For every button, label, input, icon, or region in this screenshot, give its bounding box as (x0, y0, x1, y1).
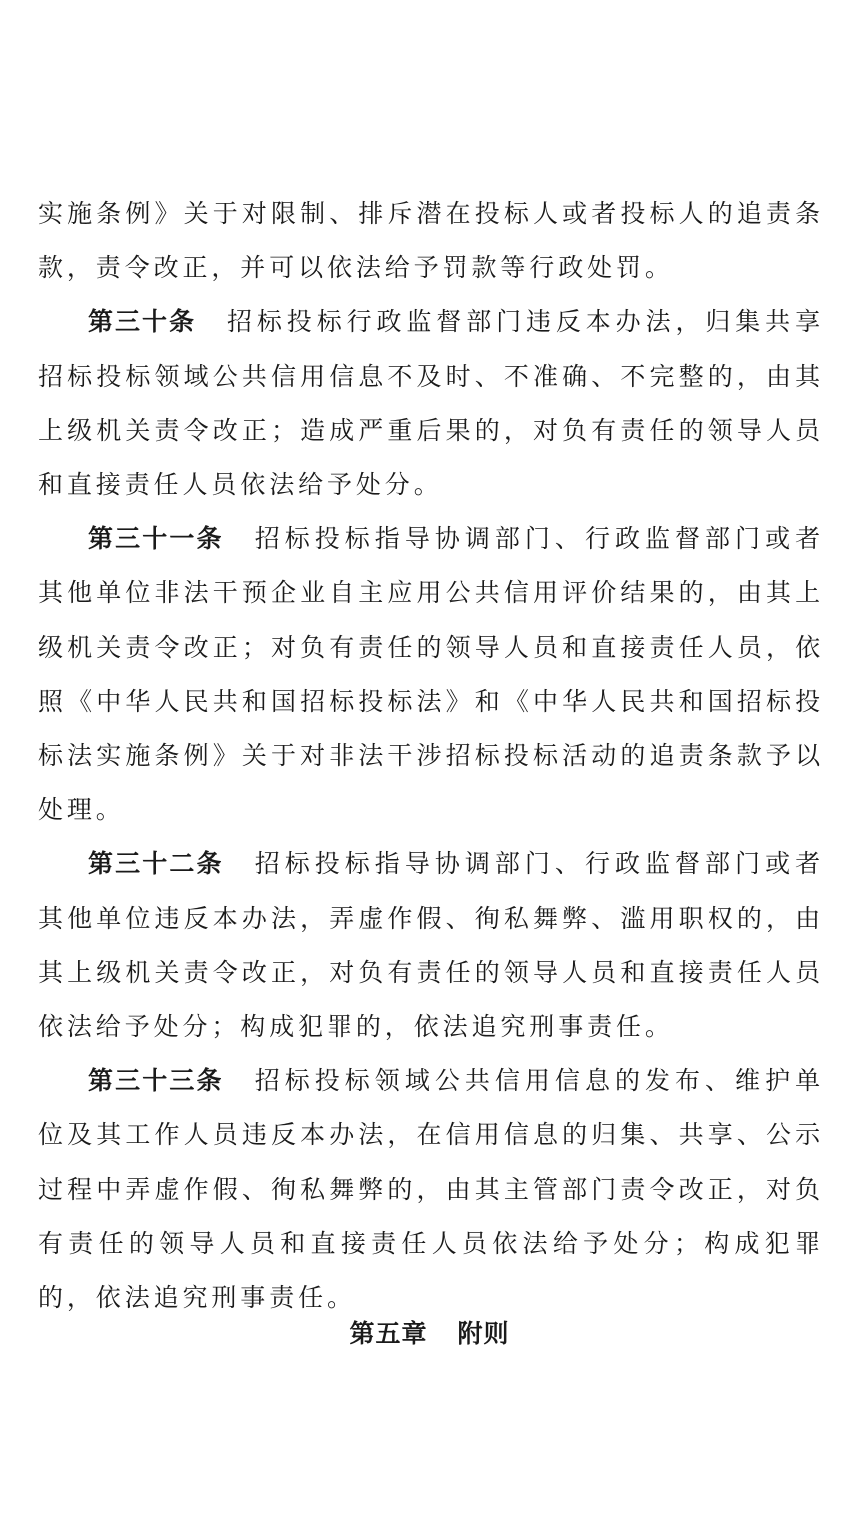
document-body (38, 187, 824, 1325)
article-number: 第三十条 (88, 307, 196, 337)
article-text: 招标投标指导协调部门、行政监督部门或者其他单位违反本办法，弄虚作假、徇私舞弊、滥用职权的，由其上级机关责令改正，对负有责任的领导人员和直接责任人员依法给予处分；构成犯罪的，依法追究刑事责任。 (38, 849, 824, 1042)
article-33 (38, 1054, 824, 1325)
article-30 (38, 295, 824, 512)
article-text: 招标投标指导协调部门、行政监督部门或者其他单位非法干预企业自主应用公共信用评价结果的，由其上级机关责令改正；对负有责任的领导人员和直接责任人员，依照《中华人民共和国招标投标法》和《中华人民共和国招标投标法实施条例》关于对非法干涉招标投标活动的追责条款予以处理。 (38, 524, 824, 825)
article-number: 第三十三条 (88, 1066, 224, 1096)
chapter-heading (0, 1307, 859, 1361)
chapter-title: 附则 (457, 1319, 510, 1348)
article-text: 招标投标行政监督部门违反本办法，归集共享招标投标领域公共信用信息不及时、不准确、不完整的，由其上级机关责令改正；造成严重后果的，对负有责任的领导人员和直接责任人员依法给予处分。 (38, 307, 824, 500)
article-text: 招标投标领域公共信用信息的发布、维护单位及其工作人员违反本办法，在信用信息的归集、共享、公示过程中弄虚作假、徇私舞弊的，由其主管部门责令改正，对负有责任的领导人员和直接责任人员依法给予处分；构成犯罪的，依法追究刑事责任。 (38, 1066, 824, 1313)
article-31 (38, 512, 824, 837)
article-number: 第三十二条 (88, 849, 224, 879)
chapter-number: 第五章 (349, 1319, 428, 1348)
continuation-paragraph: 实施条例》关于对限制、排斥潜在投标人或者投标人的追责条款，责令改正，并可以依法给予罚款等行政处罚。 (38, 199, 824, 283)
article-number: 第三十一条 (88, 524, 224, 554)
article-32 (38, 837, 824, 1054)
